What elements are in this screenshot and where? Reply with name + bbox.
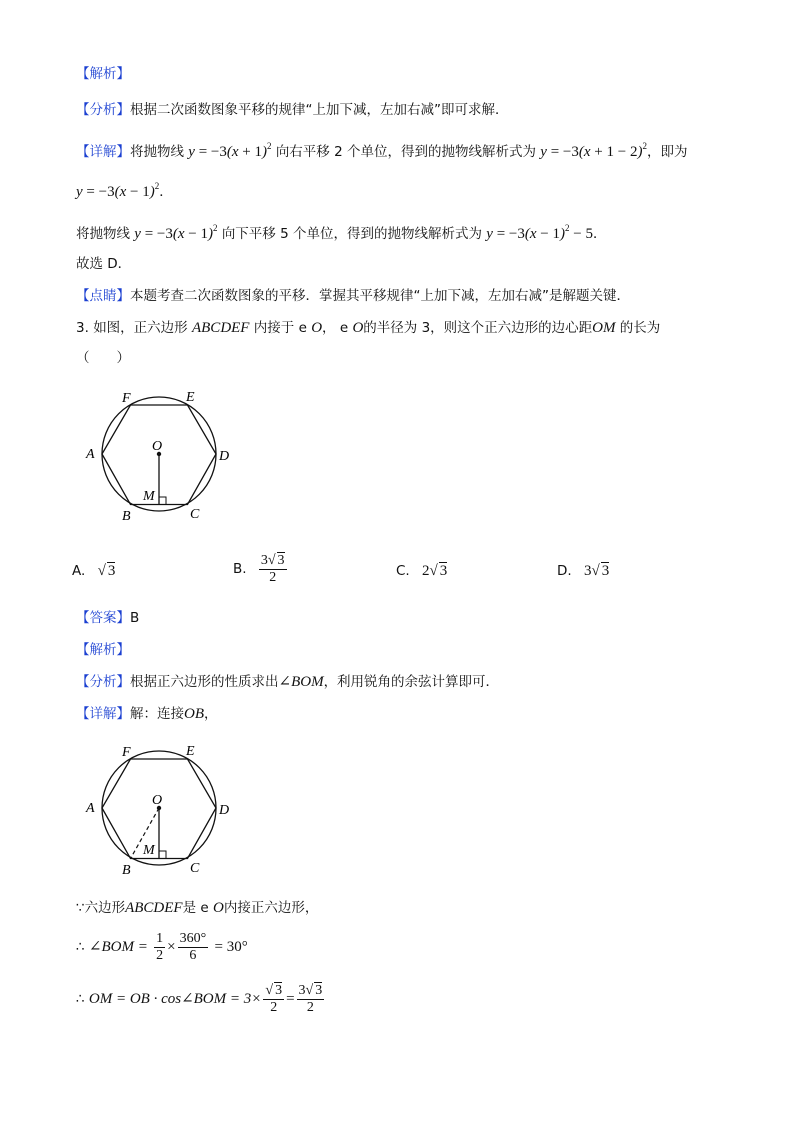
choice-d-value: 3√ 3 [583,563,610,579]
choice-b-value: $\frac{3√ 3}{2}$ [260,553,285,585]
circle-name: O [311,320,323,336]
dianjing-line [76,286,630,306]
choice-b[interactable] [233,552,289,586]
daan-tag: 【答案】 [76,610,130,626]
jiexi-heading-2: 【解析】 [76,642,130,658]
parabola-eq-3: $y = -3(x - 1)^2$ [76,181,160,200]
proof-line-1 [76,898,318,918]
om-label: OM [592,320,616,336]
label-E: E [186,390,195,405]
hexagon-name: ABCDEF [191,320,250,336]
l1-times: × [167,939,176,955]
question-text-d: 的半径为 3，则这个正六边形的边心距 [363,320,593,336]
therefore-2: ∴ [76,991,85,1007]
choice-d-letter: D. [557,563,572,579]
proof-line-3 [76,982,326,1016]
answer-choice-line: 故选 D． [76,256,132,272]
line5-text-b: 向下平移 5 个单位，得到的抛物线解析式为 [221,226,482,242]
fenxi-text-b: ，利用锐角的余弦计算即可． [323,674,500,690]
question-text-e: 的长为 [619,320,661,336]
label-F: F [122,391,131,406]
label-D-2: D [219,803,230,818]
xiangjie-text-a-2: 解：连接 [130,706,184,722]
question-text-a: 如图，正六边形 [93,320,188,336]
choice-c-value: 2√ 3 [422,563,448,579]
daan-line [76,608,139,628]
label-M: M [143,489,155,504]
circle-name-2: O [352,320,364,336]
label-B-2: B [122,863,131,878]
xiangjie-tag: 【详解】 [76,144,130,160]
inner-text: 内接正六边形， [223,900,319,916]
label-F-2: F [122,745,131,760]
xiangjie-tag-2: 【详解】 [76,706,130,722]
choice-a-letter: A. [72,563,86,579]
label-A-2: A [86,801,95,816]
question-3-line-1 [76,318,660,338]
label-O: O [152,439,163,454]
xiangjie-text-b: 向右平移 2 个单位，得到的抛物线解析式为 [275,144,536,160]
l2-frac-2: $\frac{3√ 3}{2}$ [298,983,323,1015]
proof-hexagon-name: ABCDEF [125,900,183,916]
label-C: C [190,507,200,522]
line5-text-c: ． [592,226,607,242]
fenxi-tag: 【分析】 [76,102,130,118]
dianjing-tag: 【点睛】 [76,288,130,304]
shift-down-line [76,218,606,244]
fenxi-text-a: 根据正六边形的性质求出 [130,674,279,690]
line5-text-a: 将抛物线 [76,226,130,242]
fenxi-tag-2: 【分析】 [76,674,130,690]
right-angle-mark [159,497,166,505]
choice-c[interactable] [396,562,447,580]
xiangjie-text-b-2: ， [204,706,218,722]
circle-symbol-3: e [200,900,209,916]
hexagon-figure-2 [80,738,240,878]
proof-line-2 [76,930,248,964]
circle-name-3: O [213,900,224,916]
label-A: A [86,447,95,462]
parabola-eq-2: $y = -3(x + 1 - 2)^2$ [540,141,647,160]
right-angle-mark-2 [159,851,166,859]
parabola-eq-1: $y = -3(x + 1)^2$ [188,141,272,160]
xiangjie-line-2 [76,704,218,724]
parabola-eq-5: $y = -3(x - 1)^2 - 5$ [486,223,593,242]
label-M-2: M [143,843,155,858]
circle-symbol-2: e [339,320,349,336]
choice-a[interactable] [72,562,115,580]
hexagon-figure-1 [80,384,240,524]
question-paren: （ ） [76,350,130,366]
label-E-2: E [186,744,195,759]
l1-lhs: ∠BOM = [88,939,148,955]
l1-rhs: = 30° [214,939,248,955]
fenxi-line-2 [76,672,499,692]
xiangjie-text-a: 将抛物线 [130,144,184,160]
l1-frac-2: $\frac{360^\circ}{6}$ [179,930,207,963]
question-text-c: ， [322,320,336,336]
therefore-1: ∴ [76,939,85,955]
parabola-eq-3-line [76,176,173,202]
l2-frac-1: $\frac{√ 3}{2}$ [265,983,283,1015]
daan-value: B [130,610,140,626]
dianjing-text: 本题考查二次函数图象的平移．掌握其平移规律“上加下减，左加右减”是解题关键． [130,288,630,304]
choice-d[interactable] [557,562,609,580]
label-C-2: C [190,861,200,876]
label-D: D [219,449,230,464]
jiexi-heading: 【解析】 [76,66,130,82]
fenxi-line [76,100,509,120]
parabola-eq-4: $y = -3(x - 1)^2$ [134,223,218,242]
choice-a-value: √ 3 [97,563,116,579]
ob-label: OB [184,706,204,722]
xiangjie-line [76,136,687,162]
choice-b-letter: B. [233,561,247,577]
question-number: 3. [76,320,89,336]
xiangjie-text-c: ，即为 [646,144,688,160]
circle-symbol: e [298,320,307,336]
l2-eq: = [286,991,295,1007]
question-text-b: 内接于 [253,320,295,336]
angle-bom: ∠BOM [278,674,324,690]
is-text: 是 [182,900,197,916]
fenxi-text: 根据二次函数图象平移的规律“上加下减，左加右减”即可求解． [130,102,509,118]
l1-frac-1: $\frac{1}{2}$ [156,930,164,963]
line4-end: ． [159,184,173,200]
l2-lhs: OM = OB · cos∠BOM = 3× [88,991,262,1007]
because-text: ∵六边形 [76,900,126,916]
label-O-2: O [152,793,163,808]
choice-c-letter: C. [396,563,410,579]
label-B: B [122,509,131,524]
